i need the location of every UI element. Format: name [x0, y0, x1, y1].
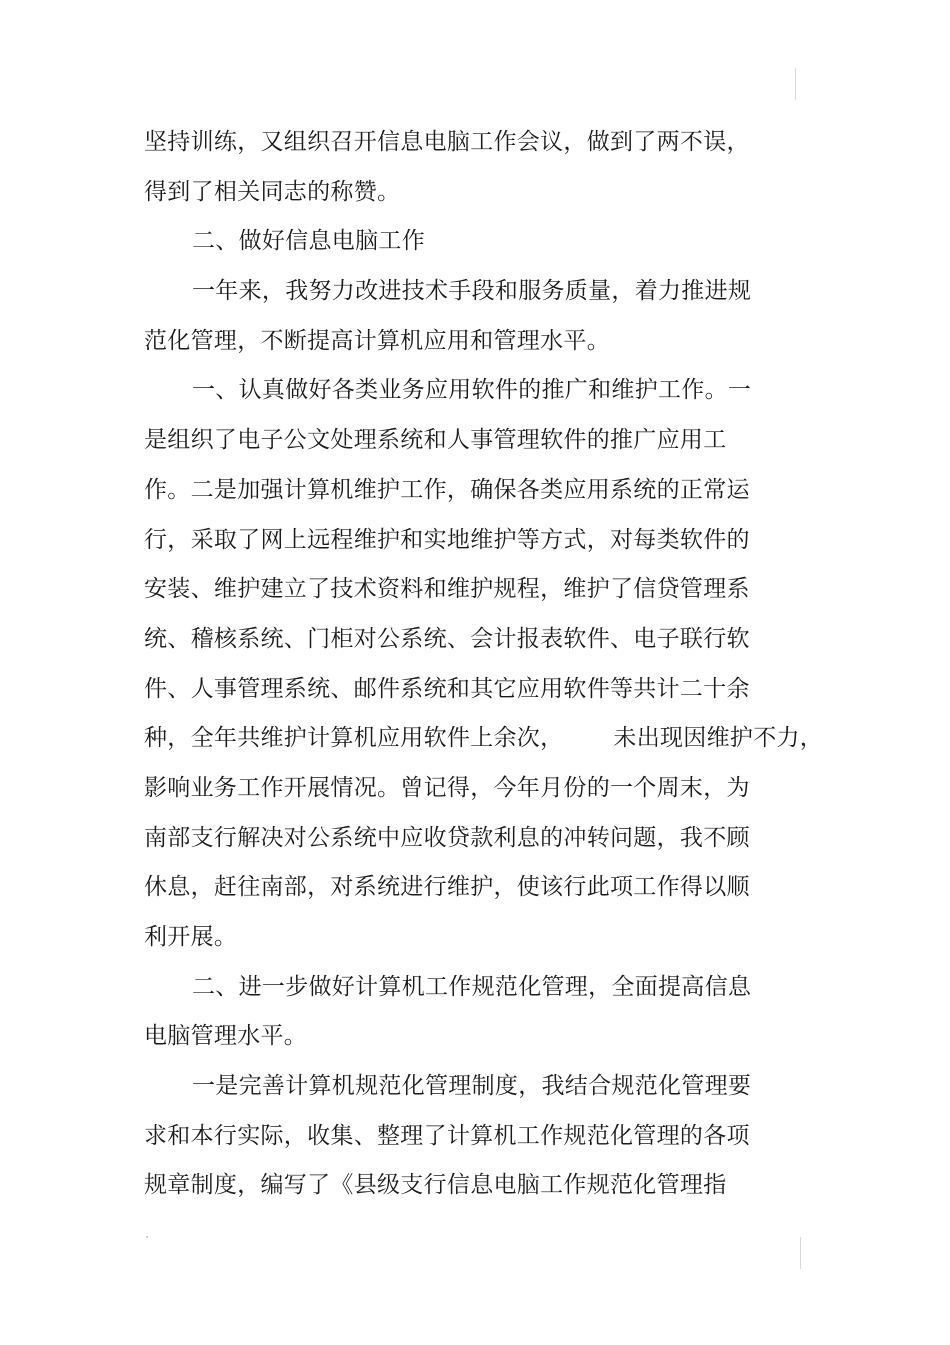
- text-line-4: 一年来，我努力改进技术手段和服务质量，着力推进规: [192, 278, 752, 305]
- text-line-22: 规章制度，编写了《县级支行信息电脑工作规范化管理指: [144, 1172, 727, 1199]
- text-line-16: 休息，赶往南部，对系统进行维护，使该行此项工作得以顺: [144, 874, 750, 901]
- text-line-14: 影响业务工作开展情况。曾记得，今年月份的一个周末，为: [144, 774, 750, 801]
- text-line-15: 南部支行解决对公系统中应收贷款利息的冲转问题，我不顾: [144, 824, 750, 851]
- text-line-1: 坚持训练，又组织召开信息电脑工作会议，做到了两不误，: [144, 129, 750, 155]
- text-line-19: 电脑管理水平。: [144, 1023, 308, 1050]
- text-line-8: 作。二是加强计算机维护工作，确保各类应用系统的正常运: [144, 476, 750, 503]
- section-heading: 二、做好信息电脑工作: [192, 228, 425, 255]
- text-line-9: 行，采取了网上远程维护和实地维护等方式，对每类软件的: [144, 526, 750, 553]
- subsection-heading-2: 二、进一步做好计算机工作规范化管理，全面提高信息: [192, 973, 752, 1000]
- page-edge-mark-top: [795, 68, 796, 100]
- text-line-13-part-1: 种，全年共维护计算机应用软件上余次，: [144, 725, 564, 752]
- text-line-2: 得到了相关同志的称赞。: [144, 178, 401, 205]
- text-line-21: 求和本行实际，收集、整理了计算机工作规范化管理的各项: [144, 1122, 750, 1149]
- text-line-11: 统、稽核系统、门柜对公系统、会计报表软件、电子联行软: [144, 625, 750, 652]
- text-line-5: 范化管理，不断提高计算机应用和管理水平。: [144, 327, 610, 354]
- page-edge-mark-bottom: [800, 1237, 801, 1269]
- subsection-heading-1: 一、认真做好各类业务应用软件的推广和维护工作。一: [192, 377, 752, 404]
- text-line-12: 件、人事管理系统、邮件系统和其它应用软件等共计二十余: [144, 675, 750, 702]
- text-line-10: 安装、维护建立了技术资料和维护规程，维护了信贷管理系: [144, 576, 750, 603]
- text-line-7: 是组织了电子公文处理系统和人事管理软件的推广应用工: [144, 427, 727, 454]
- text-line-13-part-2: 未出现因维护不力，: [613, 725, 824, 752]
- text-line-20: 一是完善计算机规范化管理制度，我结合规范化管理要: [192, 1073, 752, 1100]
- text-line-13: [144, 714, 824, 764]
- page-dot-mark: [146, 1236, 148, 1238]
- text-line-17: 利开展。: [144, 924, 238, 950]
- document-body: [144, 118, 824, 1211]
